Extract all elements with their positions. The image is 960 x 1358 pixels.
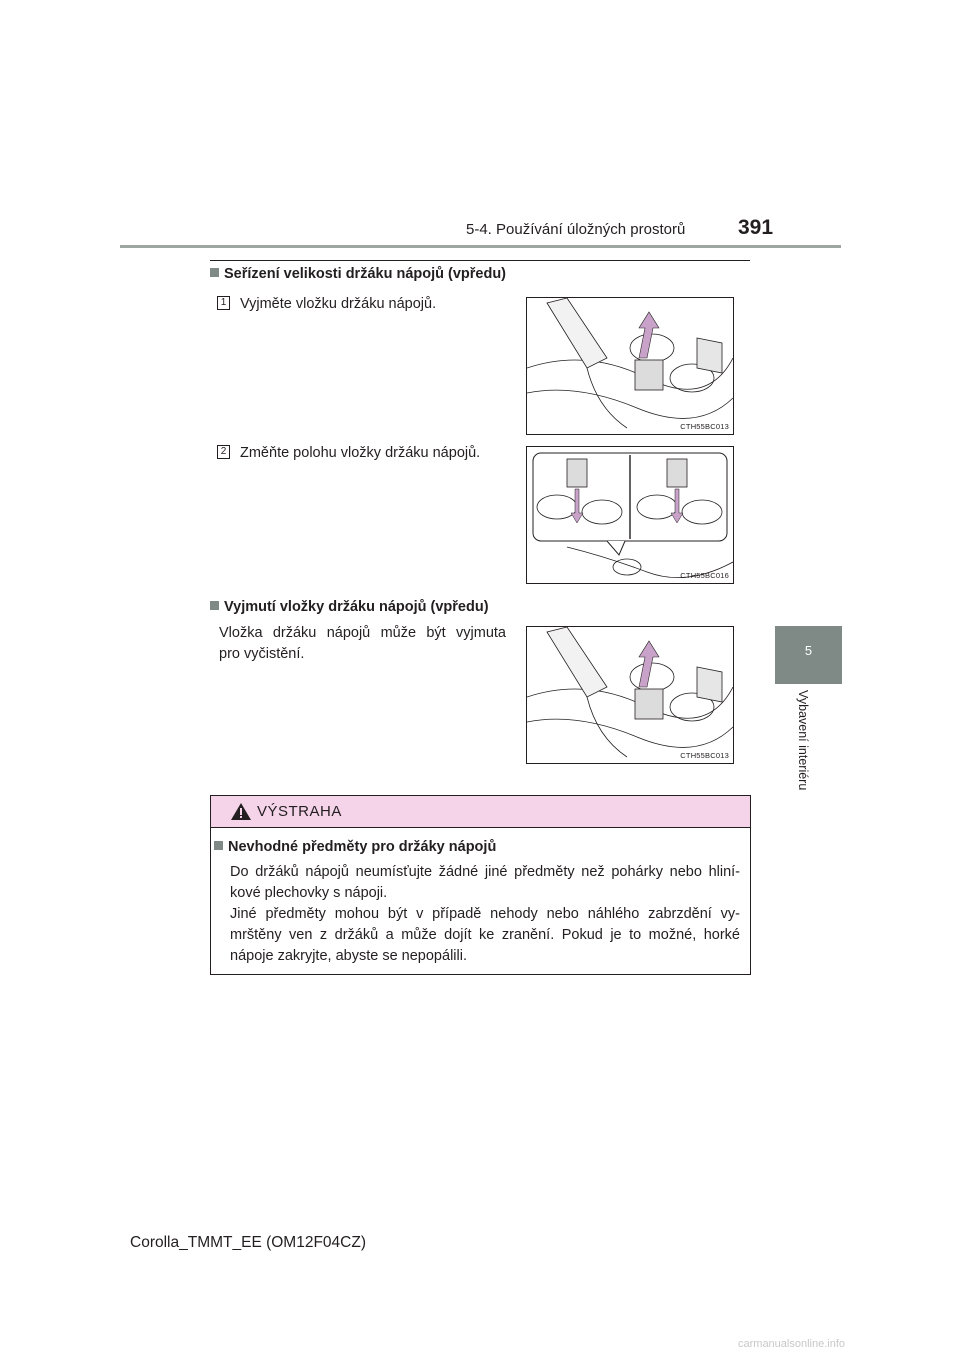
warning-box — [210, 795, 751, 975]
section2-text — [219, 623, 506, 665]
warning-line: nápoje zakryjte, abyste se nepopálili. — [230, 948, 467, 964]
warning-text — [230, 862, 740, 967]
chapter-tab — [775, 626, 842, 684]
warning-heading: Nevhodné předměty pro držáky nápojů — [214, 839, 496, 855]
bullet-square-icon — [214, 841, 223, 850]
figure-code: CTH55BC013 — [680, 751, 729, 760]
section2-line: Vložka držáku nápojů může být vyjmuta — [219, 625, 506, 641]
section1-heading: Seřízení velikosti držáku nápojů (vpředu) — [210, 266, 506, 282]
figure-code: CTH55BC016 — [680, 571, 729, 580]
figure-remove-insert-cleaning — [526, 626, 734, 764]
header-section-title: 5-4. Používání úložných prostorů — [466, 221, 686, 238]
step-1-text: Vyjměte vložku držáku nápojů. — [240, 296, 437, 312]
warning-header — [211, 796, 750, 828]
step-2-text: Změňte polohu vložky držáku nápojů. — [240, 445, 481, 461]
bullet-square-icon — [210, 268, 219, 277]
section2-line: pro vyčistění. — [219, 646, 305, 662]
bullet-square-icon — [210, 601, 219, 610]
warning-triangle-icon — [230, 802, 252, 821]
footer-model: Corolla_TMMT_EE (OM12F04CZ) — [130, 1234, 366, 1251]
chapter-label: Vybavení interiéru — [796, 690, 810, 791]
step-number-1: 1 — [217, 296, 230, 310]
step-number-2: 2 — [217, 445, 230, 459]
figure-reposition-insert — [526, 446, 734, 584]
figure-remove-insert — [526, 297, 734, 435]
figure-code: CTH55BC013 — [680, 422, 729, 431]
chapter-number: 5 — [804, 643, 813, 658]
watermark: carmanualsonline.info — [738, 1338, 846, 1350]
warning-line: kové plechovky s nápoji. — [230, 885, 388, 901]
page-number: 391 — [738, 216, 774, 239]
warning-line: Do držáků nápojů neumísťujte žádné jiné předměty než pohárky nebo hliní- — [230, 864, 740, 880]
header-rule — [120, 245, 841, 248]
section2-heading: Vyjmutí vložky držáku nápojů (vpředu) — [210, 599, 489, 615]
content-top-rule — [210, 260, 750, 261]
warning-line: mrštěny ven z držáků a může dojít ke zranění. Pokud je to možné, horké — [230, 927, 740, 943]
warning-title: VÝSTRAHA — [257, 803, 342, 820]
warning-line: Jiné předměty mohou být v případě nehody nebo náhlého zabrzdění vy- — [230, 906, 740, 922]
